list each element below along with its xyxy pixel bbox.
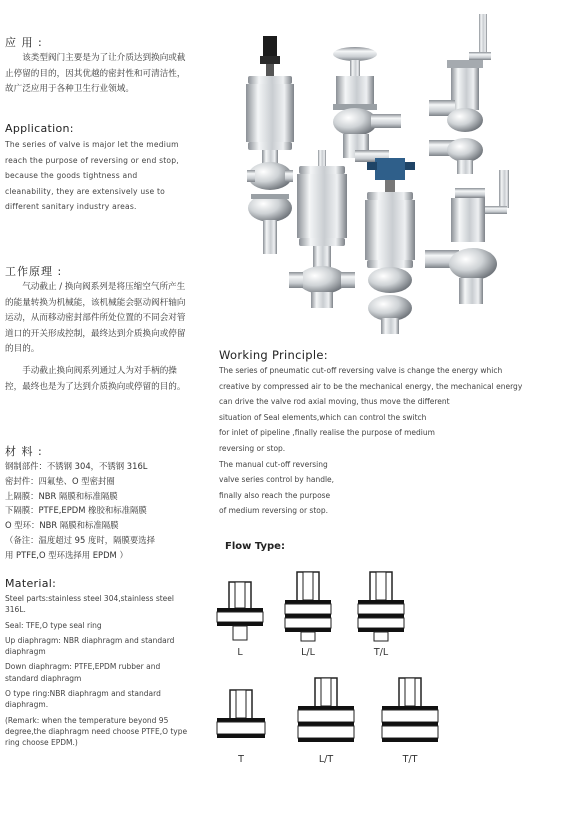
material-cn-line: （备注：温度超过 95 度时，隔膜要选择 <box>5 534 155 545</box>
working-en-line: finally also reach the purpose <box>219 490 331 500</box>
working-cn-title: 工作原理 : <box>5 265 63 278</box>
valve-4 <box>289 150 355 308</box>
working-en-body <box>219 363 569 519</box>
material-cn-line: 钢制部件：不锈钢 304，不锈钢 316L <box>5 461 148 471</box>
flow-diagram-ll <box>283 570 333 642</box>
material-cn-line: 下隔膜：PTFE,EPDM 橡胶和标准隔膜 <box>5 505 147 516</box>
material-en-line: Down diaphragm: PTFE,EPDM rubber and standard diaphragm <box>5 662 161 683</box>
flow-diagram-tt <box>380 676 440 750</box>
flow-label-t: T <box>238 754 244 765</box>
working-cn-para1: 气动截止 / 换向阀系列是将压缩空气所产生的能量转换为机械能，该机械能会驱动阀杆轴向运动，从而移动密封部件所处位置的不同会对管道口的开关形成控制，最终达到介质换向或停留的目的。 <box>5 282 186 355</box>
application-en-title: Application: <box>5 122 74 135</box>
working-en-title: Working Principle: <box>219 348 328 362</box>
working-en-line: The series of pneumatic cut-off reversing valve is change the energy which <box>219 366 503 375</box>
flow-diagram-lt <box>296 676 356 750</box>
valve-6 <box>425 170 509 304</box>
material-en-title: Material: <box>5 577 57 590</box>
working-en-line: The manual cut-off reversing <box>219 459 328 469</box>
valve-5 <box>365 158 415 334</box>
material-en-list <box>5 593 190 753</box>
material-en-line: Steel parts:stainless steel 304,stainless steel 316L. <box>5 594 174 615</box>
working-cn-body-block <box>5 280 190 395</box>
flow-diagram-t <box>215 688 267 748</box>
flow-label-l: L <box>237 647 243 658</box>
application-cn-body: 该类型阀门主要是为了让介质达到换向或截止停留的目的，因其优越的密封性和可清洁性，故广泛应用于各种卫生行业领域。 <box>5 53 186 95</box>
material-cn-line: 用 PTFE,O 型环选择用 EPDM ） <box>5 549 128 560</box>
working-en-line: valve series control by handle, <box>219 475 335 485</box>
application-en-body-block <box>5 137 187 215</box>
flow-label-ll: L/L <box>301 647 315 658</box>
flow-label-tl: T/L <box>373 647 389 658</box>
flow-diagram-l <box>215 580 265 642</box>
working-en-line: situation of Seal elements,which can control the switch <box>219 412 427 422</box>
material-en-line: Up diaphragm: NBR diaphragm and standard diaphragm <box>5 635 175 657</box>
application-cn-title: 应 用 : <box>5 36 43 49</box>
application-en-body: The series of valve is major let the medium reach the purpose of reversing or end stop, because the goods tightness and cleanability, they are extensively use to different sanitary industry areas. <box>5 140 179 212</box>
material-cn-line: 密封件：四氟垫、O 型密封圈 <box>5 475 115 486</box>
valve-product-photo <box>215 10 515 345</box>
working-en-line: can drive the valve rod axial moving, thus move the different <box>219 397 450 407</box>
flow-diagram-tl <box>356 570 406 642</box>
valve-2 <box>333 47 401 162</box>
material-cn-list <box>5 459 195 563</box>
material-en-line: (Remark: when the temperature beyond 95 degree,the diaphragm need choose PTFE,O type ring choose EPDM.) <box>5 715 188 748</box>
application-cn-body-block <box>5 51 190 98</box>
valve-3 <box>429 14 491 174</box>
working-en-line: of medium reversing or stop. <box>219 506 329 516</box>
material-en-line: Seal: TFE,O type seal ring <box>5 620 102 630</box>
material-cn-line: O 型环：NBR 隔膜和标准隔膜 <box>5 520 119 531</box>
working-en-line: reversing or stop. <box>219 443 286 453</box>
flow-label-lt: L/T <box>318 754 334 765</box>
working-en-line: creative by compressed air to be the mechanical energy, the mechanical energy <box>219 381 523 391</box>
material-en-line: O type ring:NBR diaphragm and standard diaphragm. <box>5 689 161 710</box>
flow-type-title: Flow Type: <box>225 541 285 552</box>
working-en-line: for inlet of pipeline ,finally realise the purpose of medium <box>219 428 435 438</box>
flow-label-tt: T/T <box>402 754 418 765</box>
valve-1 <box>246 36 294 254</box>
working-cn-para2: 手动截止换向阀系列通过人为对手柄的操控，最终也是为了达到介质换向或停留的目的。 <box>5 365 186 392</box>
material-cn-line: 上隔膜：NBR 隔膜和标准隔膜 <box>5 490 118 501</box>
material-cn-title: 材 料 : <box>5 445 43 458</box>
